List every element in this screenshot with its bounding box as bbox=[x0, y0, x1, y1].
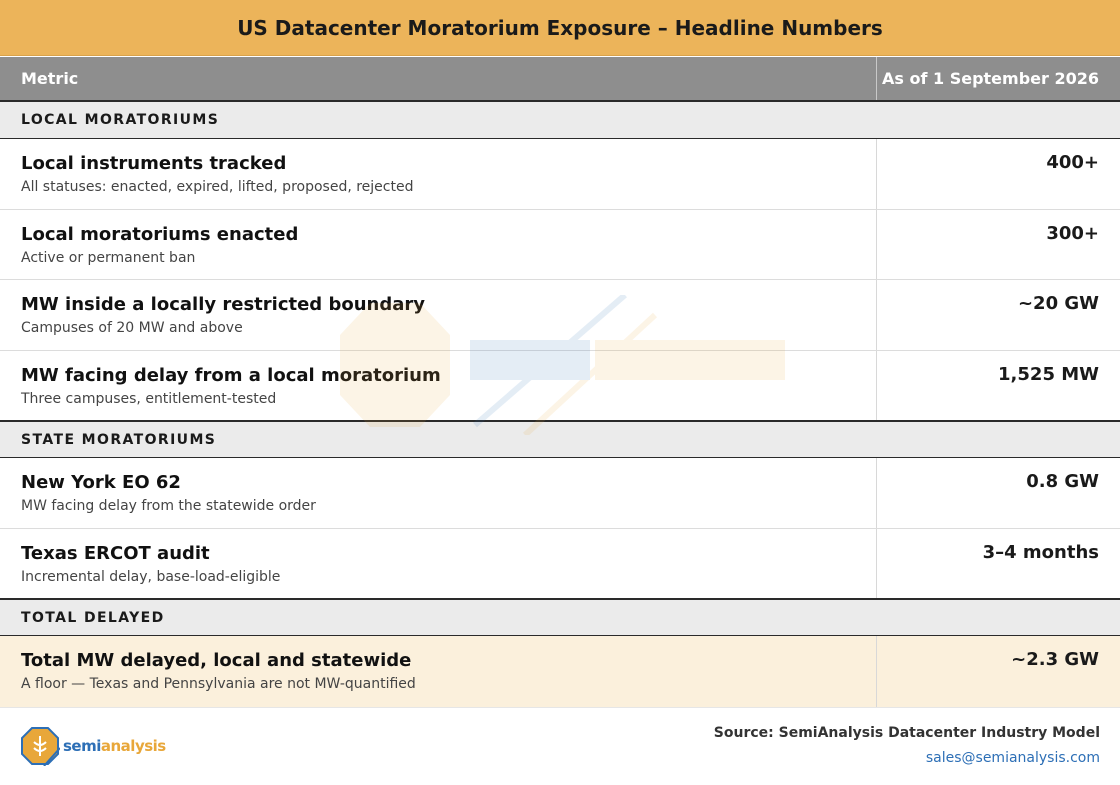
metric-value: 300+ bbox=[1046, 223, 1099, 244]
contact-email-link[interactable]: sales@semianalysis.com bbox=[925, 750, 1100, 766]
table-row bbox=[0, 210, 1120, 280]
table-row bbox=[0, 529, 1120, 599]
metric-subtitle: Three campuses, entitlement-tested bbox=[21, 391, 277, 407]
page-title: US Datacenter Moratorium Exposure – Headline Numbers bbox=[0, 0, 1120, 56]
section-state-moratoriums: STATE MORATORIUMS bbox=[0, 420, 1120, 458]
metric-value: ~20 GW bbox=[1017, 293, 1099, 314]
metric-cell bbox=[0, 351, 877, 421]
metric-cell bbox=[0, 210, 877, 279]
metric-title: New York EO 62 bbox=[21, 472, 181, 493]
source-note: Source: SemiAnalysis Datacenter Industry Model bbox=[713, 725, 1100, 741]
metric-subtitle: MW facing delay from the statewide order bbox=[21, 498, 316, 514]
table-header bbox=[0, 57, 1120, 102]
table-row bbox=[0, 351, 1120, 421]
metric-title: Local moratoriums enacted bbox=[21, 224, 299, 245]
metric-subtitle: Active or permanent ban bbox=[21, 250, 196, 266]
table-row bbox=[0, 139, 1120, 210]
header-metric: Metric bbox=[0, 57, 877, 100]
metric-title: Local instruments tracked bbox=[21, 153, 287, 174]
metric-value: 400+ bbox=[1046, 152, 1099, 173]
metric-title: MW inside a locally restricted boundary bbox=[21, 294, 425, 315]
logo-text-semi: semi bbox=[63, 737, 101, 755]
metric-title: MW facing delay from a local moratorium bbox=[21, 365, 441, 386]
table-row bbox=[0, 280, 1120, 351]
table-row bbox=[0, 458, 1120, 529]
header-date: As of 1 September 2026 bbox=[882, 69, 1099, 88]
metric-cell bbox=[0, 458, 877, 528]
metric-value: ~2.3 GW bbox=[1011, 649, 1099, 670]
logo-text-analysis: analysis bbox=[100, 737, 166, 755]
metric-title: Total MW delayed, local and statewide bbox=[21, 650, 412, 671]
metric-subtitle: Campuses of 20 MW and above bbox=[21, 320, 243, 336]
logo-wordmark bbox=[63, 737, 166, 755]
section-total-delayed: TOTAL DELAYED bbox=[0, 598, 1120, 636]
metric-subtitle: Incremental delay, base-load-eligible bbox=[21, 569, 281, 585]
total-row bbox=[0, 636, 1120, 707]
section-local-moratoriums: LOCAL MORATORIUMS bbox=[0, 102, 1120, 139]
metric-value: 0.8 GW bbox=[1026, 471, 1099, 492]
metric-value: 3–4 months bbox=[982, 542, 1099, 563]
metric-subtitle: All statuses: enacted, expired, lifted, proposed, rejected bbox=[21, 179, 414, 195]
metric-value: 1,525 MW bbox=[998, 364, 1099, 385]
metric-cell bbox=[0, 529, 877, 599]
metric-cell bbox=[0, 280, 877, 350]
metric-title: Texas ERCOT audit bbox=[21, 543, 210, 564]
metric-subtitle: A floor — Texas and Pennsylvania are not MW-quantified bbox=[21, 676, 416, 692]
semianalysis-logo bbox=[20, 726, 166, 766]
semianalysis-logo-icon bbox=[20, 726, 60, 766]
metric-cell bbox=[0, 636, 877, 707]
metric-cell bbox=[0, 139, 877, 209]
footer-divider bbox=[0, 707, 1120, 708]
